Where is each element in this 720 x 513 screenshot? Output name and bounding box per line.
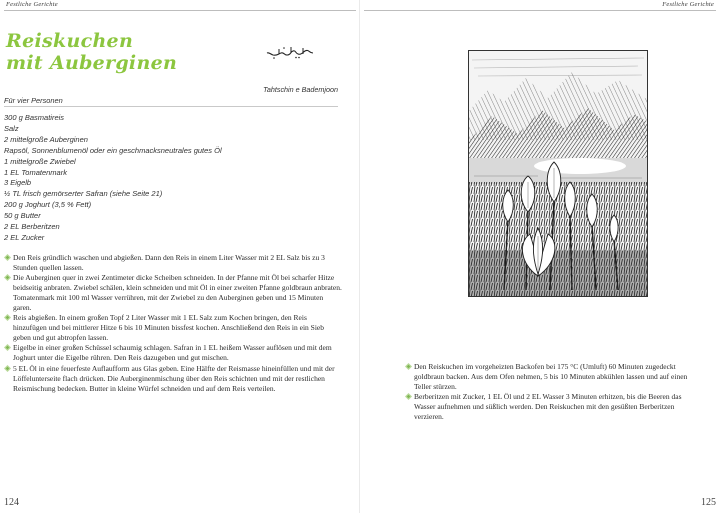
left-page-number: 124 xyxy=(4,497,19,508)
instruction-text: Berberitzen mit Zucker, 1 EL Öl und 2 EL Wasser 3 Minuten erhitzen, bis die Beeren das Wasser aufnehmen und süßlich werden. Den Reiskuchen mit den gesüßten Berberitzen verzieren. xyxy=(414,392,682,422)
ingredient-item: 3 Eigelb xyxy=(4,178,32,188)
recipe-title-line-2: mit Auberginen xyxy=(6,52,178,74)
instruction-text: Eigelbe in einer großen Schüssel schaumig schlagen. Safran in 1 EL heißem Wasser auflösen und mit dem Joghurt unter die Eigelbe rühren. Den Reis dazugeben und gut mischen. xyxy=(13,343,332,363)
ingredient-item: 1 EL Tomatenmark xyxy=(4,167,67,177)
ingredient-item: 2 EL Zucker xyxy=(4,232,45,242)
instruction-list-left xyxy=(4,253,342,394)
left-header-rule xyxy=(4,10,356,11)
instruction-text: Den Reis gründlich waschen und abgießen. Dann den Reis in einem Liter Wasser mit 2 EL Salz bis zu 3 Stunden quellen lassen. xyxy=(13,253,325,273)
instruction-step xyxy=(405,362,695,392)
persian-title-mark xyxy=(265,44,315,62)
recipe-title-line-1: Reiskuchen xyxy=(6,30,134,52)
instruction-text: 5 EL Öl in eine feuerfeste Auflaufform aus Glas geben. Eine Hälfte der Reismasse hineinfüllen und mit der Löffelunterseite flach drücken. Die Auberginenmischung über den Reis schichten und mit der restlichen Reismischung bedecken. Butter in kleine Würfel schneiden und auf dem Reis verteilen. xyxy=(13,363,335,393)
diamond-cluster-icon xyxy=(4,254,11,261)
instruction-step xyxy=(4,343,342,363)
right-running-header: Festliche Gerichte xyxy=(662,1,714,8)
instruction-text: Die Auberginen quer in zwei Zentimeter dicke Scheiben schneiden. In der Pfanne mit Öl bei scharfer Hitze beidseitig anbraten. Zwiebel schälen, klein schneiden und mit Öl in einer zweiten Pfanne goldbraun anbraten. Tomatenmark mit 100 ml Wasser verrühren, mit der Zwiebel zu den Auberginen geben und 15 Minuten garen. xyxy=(13,273,342,313)
diamond-cluster-icon xyxy=(4,365,11,372)
instruction-step xyxy=(4,253,342,273)
ingredient-item: 300 g Basmatireis xyxy=(4,113,65,122)
ingredient-item: 50 g Butter xyxy=(4,211,41,221)
instruction-step xyxy=(4,364,342,394)
instruction-step xyxy=(4,313,342,343)
instruction-step xyxy=(405,392,695,422)
recipe-title xyxy=(6,30,177,74)
right-page xyxy=(360,0,720,513)
ingredient-item: 200 g Joghurt (3,5 % Fett) xyxy=(4,200,92,210)
diamond-cluster-icon xyxy=(405,363,412,370)
diamond-cluster-icon xyxy=(4,274,11,281)
ingredient-item: Salz xyxy=(4,123,19,133)
instruction-text: Reis abgießen. In einem großen Topf 2 Liter Wasser mit 1 EL Salz zum Kochen bringen, den Reis hinzufügen und bei mittlerer Hitze 6 bis 10 Minuten bissfest kochen. Anschließend den Reis in ein Sieb geben und gut abtropfen lassen. xyxy=(13,313,324,343)
diamond-cluster-icon xyxy=(4,344,11,351)
right-header-rule xyxy=(364,10,716,11)
instruction-text: Den Reiskuchen im vorgeheizten Backofen bei 175 °C (Umluft) 60 Minuten zugedeckt goldbraun backen. Aus dem Ofen nehmen, 5 bis 10 Minuten abkühlen lassen und auf einen Teller stürzen. xyxy=(414,362,688,392)
ingredient-item: ½ TL frisch gemörserter Safran (siehe Seite 21) xyxy=(4,189,163,199)
instruction-step xyxy=(4,273,342,313)
recipe-subtitle: Tahtschin e Bademjoon xyxy=(263,85,338,94)
crocus-mountain-illustration xyxy=(468,50,648,297)
ingredient-item: 1 mittelgroße Zwiebel xyxy=(4,156,76,166)
instruction-list-right xyxy=(405,362,695,422)
right-page-number: 125 xyxy=(701,497,716,508)
left-running-header: Festliche Gerichte xyxy=(6,1,58,8)
ingredient-item: 2 mittelgroße Auberginen xyxy=(4,134,88,144)
ingredient-item: Rapsöl, Sonnenblumenöl oder ein geschmacksneutrales gutes Öl xyxy=(4,145,222,155)
servings-rule xyxy=(4,106,338,107)
diamond-cluster-icon xyxy=(405,393,412,400)
servings: Für vier Personen xyxy=(4,96,63,105)
ingredient-list xyxy=(4,113,222,244)
diamond-cluster-icon xyxy=(4,314,11,321)
ingredient-item: 2 EL Berberitzen xyxy=(4,222,60,232)
